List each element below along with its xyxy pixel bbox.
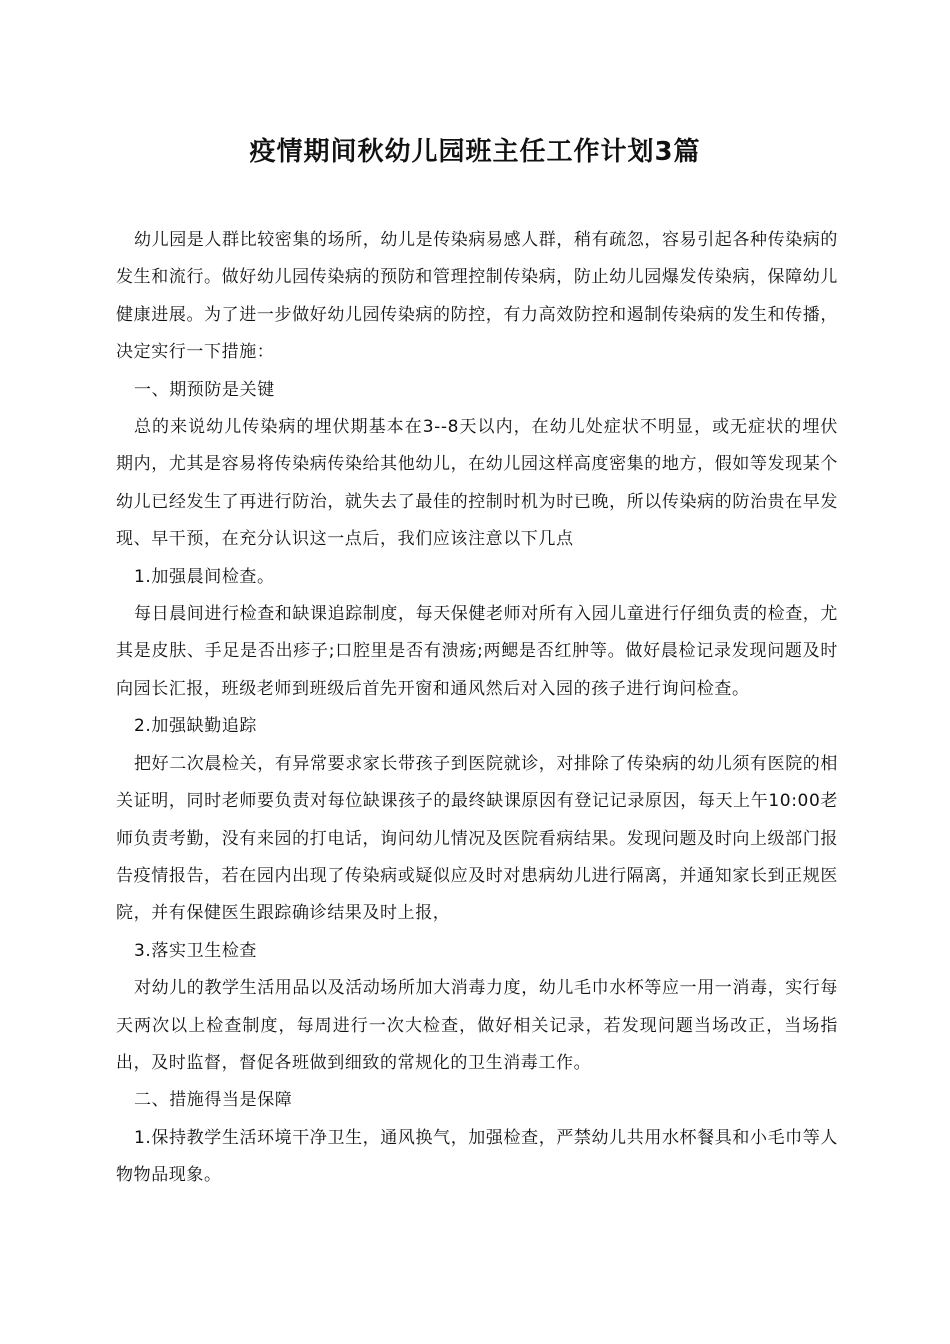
subheading-absence-tracking: 2.加强缺勤追踪 <box>134 716 258 737</box>
intro-paragraph: 幼儿园是人群比较密集的场所，幼儿是传染病易感人群，稍有疏忽，容易引起各种传染病的发生和流行。做好幼儿园传染病的预防和管理控制传染病，防止幼儿园爆发传染病，保障幼儿健康进展。为了进一步做好幼儿园传染病的防控，有力高效防控和遏制传染病的发生和传播，决定实行一下措施： <box>116 230 838 363</box>
document-body <box>116 222 838 1195</box>
hygiene-check-paragraph: 对幼儿的教学生活用品以及活动场所加大消毒力度，幼儿毛巾水杯等应一用一消毒，实行每天两次以上检查制度，每周进行一次大检查，做好相关记录，若发现问题当场改正，当场指出，及时监督，督促各班做到细致的常规化的卫生消毒工作。 <box>116 978 838 1073</box>
measures-paragraph: 1.保持教学生活环境干净卫生，通风换气，加强检查，严禁幼儿共用水杯餐具和小毛巾等人物物品现象。 <box>116 1127 838 1186</box>
subheading-hygiene-check: 3.落实卫生检查 <box>134 940 258 961</box>
subheading-morning-check: 1.加强晨间检查。 <box>134 566 275 587</box>
morning-check-paragraph: 每日晨间进行检查和缺课追踪制度，每天保健老师对所有入园儿童进行仔细负责的检查，尤其是皮肤、手足是否出疹子;口腔里是否有溃疡;两鳃是否红肿等。做好晨检记录发现问题及时向园长汇报，班级老师到班级后首先开窗和通风然后对入园的孩子进行询问检查。 <box>116 604 838 699</box>
section-heading-prevention: 一、期预防是关键 <box>134 379 275 400</box>
prevention-paragraph: 总的来说幼儿传染病的埋伏期基本在3--8天以内，在幼儿处症状不明显，或无症状的埋伏期内，尤其是容易将传染病传染给其他幼儿，在幼儿园这样高度密集的地方，假如等发现某个幼儿已经发生了再进行防治，就失去了最佳的控制时机为时已晚，所以传染病的防治贵在早发现、早干预，在充分认识这一点后，我们应该注意以下几点 <box>116 417 838 550</box>
absence-tracking-paragraph: 把好二次晨检关，有异常要求家长带孩子到医院就诊，对排除了传染病的幼儿须有医院的相关证明，同时老师要负责对每位缺课孩子的最终缺课原因有登记记录原因，每天上午10:00老师负责考勤，没有来园的打电话，询问幼儿情况及医院看病结果。发现问题及时向上级部门报告疫情报告，若在园内出现了传染病或疑似应及时对患病幼儿进行隔离，并通知家长到正规医院，并有保健医生跟踪确诊结果及时上报， <box>116 753 838 924</box>
section-heading-measures: 二、措施得当是保障 <box>134 1090 293 1111</box>
document-title: 疫情期间秋幼儿园班主任工作计划3篇 <box>249 137 701 167</box>
